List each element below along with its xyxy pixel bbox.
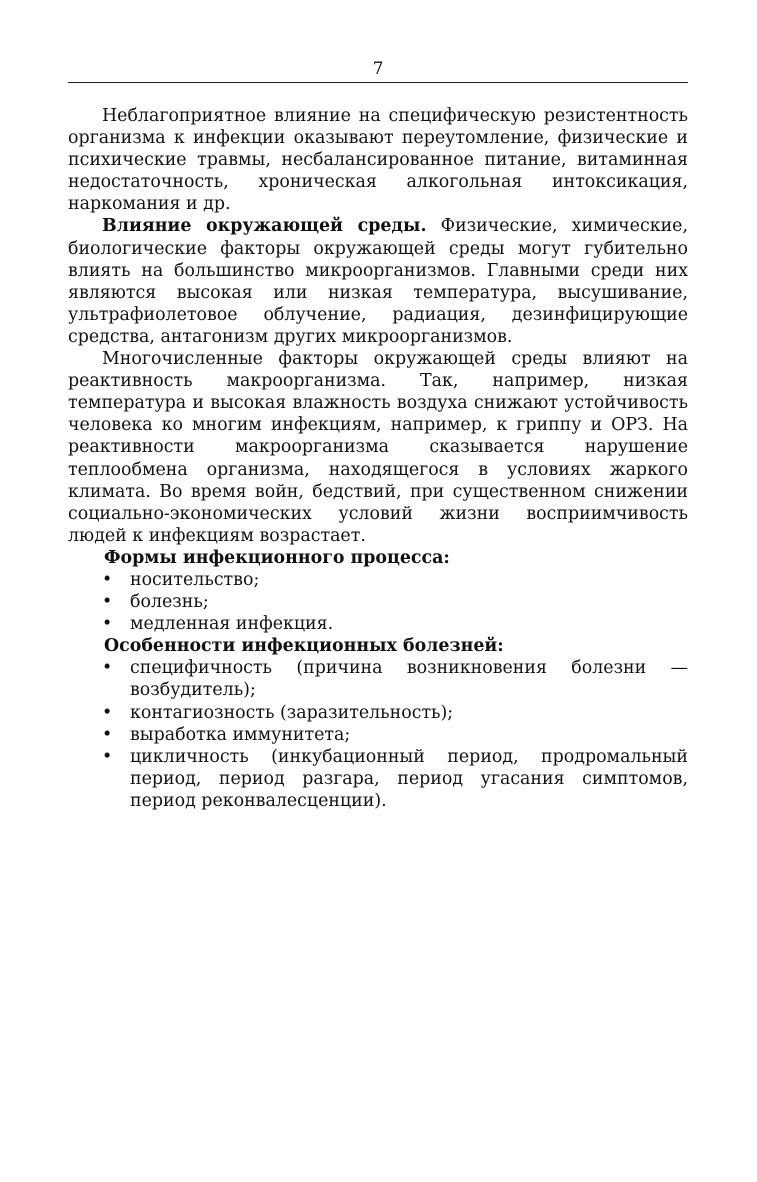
bullet-icon: • <box>102 702 113 723</box>
page <box>68 58 688 812</box>
list-item <box>68 724 688 746</box>
list-item <box>68 591 688 613</box>
paragraph-reactivity: Многочисленные факторы окружающей среды влияют на реактивность макроорганизма. Так, например, низкая температура и высокая влажность воздуха снижают устойчивость человека ко многим инфекциям, например, к гриппу и ОРЗ. На реактивности макроорганизма сказывается нарушение теплообмена организма, находящегося в условиях жаркого климата. Во время войн, бедствий, при существенном снижении социально-экономических условий жизни восприимчивость людей к инфекциям возрастает. <box>68 349 688 546</box>
forms-heading: Формы инфекционного процесса: <box>104 547 450 568</box>
list-item <box>68 702 688 724</box>
list-item-text: специфичность (причина возникновения болезни — возбудитель); <box>130 658 688 701</box>
forms-list <box>68 569 688 635</box>
bullet-icon: • <box>102 724 113 745</box>
list-item-text: выработка иммунитета; <box>130 724 351 745</box>
body-text <box>68 105 688 812</box>
list-item <box>68 613 688 635</box>
bullet-icon: • <box>102 746 113 767</box>
paragraph-resistance: Неблагоприятное влияние на специфическую резистентность организма к инфекции оказывают переутомление, физические и психические травмы, несбалансированное питание, витаминная недостаточность, хроническая алкогольная интоксикация, наркомания и др. <box>68 106 688 215</box>
header-rule <box>68 82 688 83</box>
page-number: 7 <box>372 59 384 79</box>
bullet-icon: • <box>102 658 113 679</box>
list-item-text: болезнь; <box>130 592 209 613</box>
list-item-text: цикличность (инкубационный период, продромальный период, период разгара, период угасания симптомов, период реконвалесценции). <box>130 746 688 811</box>
list-item <box>68 746 688 812</box>
features-heading: Особенности инфекционных болезней: <box>104 636 504 657</box>
paragraph-environment <box>68 215 688 348</box>
bullet-icon: • <box>102 569 113 590</box>
list-item-text: медленная инфекция. <box>130 614 334 635</box>
paragraph-environment-lead: Влияние окружающей среды. <box>102 216 427 237</box>
bullet-icon: • <box>102 614 113 635</box>
list-item-text: контагиозность (заразительность); <box>130 702 454 723</box>
list-item <box>68 657 688 701</box>
bullet-icon: • <box>102 592 113 613</box>
list-item <box>68 569 688 591</box>
paragraph-environment-body: Физические, химические, биологические факторы окружающей среды могут губительно влиять на большинство микроорганизмов. Главными среди них являются высокая или низкая температура, высушивание, ультрафиолетовое облучение, радиация, дезинфицирующие средства, антагонизм других микроорганизмов. <box>68 216 688 347</box>
list-item-text: носительство; <box>130 569 260 590</box>
features-list <box>68 657 688 812</box>
